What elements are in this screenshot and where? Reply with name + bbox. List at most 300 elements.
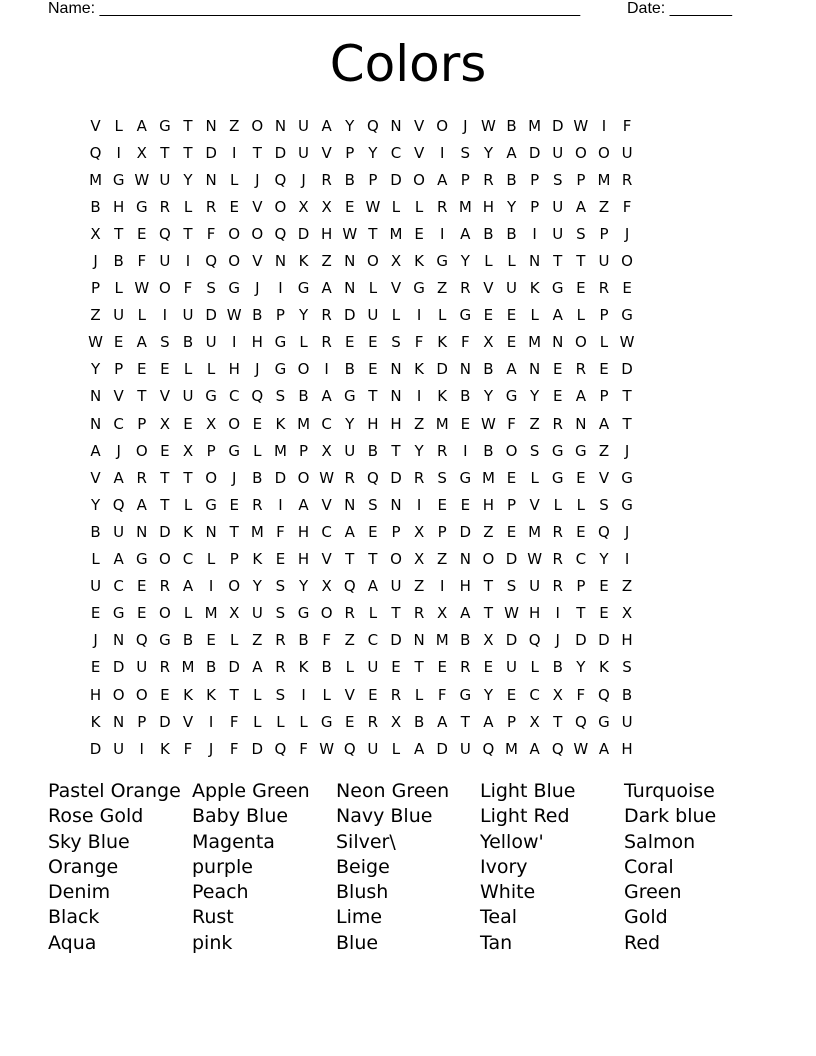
grid-letter: E: [90, 658, 101, 677]
grid-letter: A: [598, 739, 610, 758]
grid-letter: R: [344, 604, 355, 623]
grid-letter: U: [529, 577, 541, 596]
grid-letter: B: [113, 252, 124, 271]
grid-row: [84, 464, 732, 491]
grid-letter: I: [624, 550, 630, 569]
grid-letter: V: [159, 387, 171, 406]
grid-letter: U: [205, 333, 217, 352]
grid-letter: E: [576, 468, 586, 487]
grid-letter: C: [529, 685, 540, 704]
grid-letter: O: [228, 577, 241, 596]
grid-letter: K: [437, 333, 448, 352]
grid-letter: E: [137, 577, 147, 596]
grid-letter: E: [160, 441, 170, 460]
grid-letter: X: [182, 441, 194, 460]
grid-letter: U: [251, 604, 263, 623]
grid-letter: O: [390, 550, 402, 569]
grid-letter: T: [137, 387, 147, 406]
grid-letter: E: [460, 414, 471, 433]
grid-letter: G: [112, 170, 125, 189]
grid-letter: A: [529, 739, 540, 758]
grid-letter: P: [530, 197, 540, 216]
grid-letter: R: [552, 550, 563, 569]
grid-letter: B: [90, 522, 101, 541]
word-list-item: Aqua: [48, 931, 97, 954]
grid-row: [84, 708, 732, 735]
grid-letter: F: [460, 333, 470, 352]
grid-letter: I: [116, 143, 121, 162]
grid-letter: A: [367, 577, 378, 596]
grid-letter: P: [137, 712, 147, 731]
grid-letter: N: [413, 631, 425, 650]
grid-letter: O: [251, 224, 264, 243]
grid-letter: D: [112, 658, 125, 677]
grid-letter: O: [574, 333, 587, 352]
grid-letter: L: [322, 685, 331, 704]
grid-letter: M: [181, 658, 195, 677]
grid-letter: N: [205, 522, 217, 541]
grid-letter: F: [276, 522, 285, 541]
grid-letter: Y: [483, 387, 493, 406]
grid-letter: L: [599, 333, 609, 352]
grid-letter: J: [208, 739, 214, 758]
grid-letter: F: [622, 116, 632, 135]
grid-letter: T: [483, 604, 493, 623]
word-list-item: Salmon: [624, 830, 696, 853]
grid-letter: S: [391, 333, 401, 352]
grid-row: [84, 627, 732, 654]
grid-letter: X: [90, 224, 101, 243]
grid-letter: G: [551, 468, 564, 487]
grid-letter: R: [136, 468, 147, 487]
grid-letter: T: [576, 252, 586, 271]
grid-letter: Z: [598, 197, 610, 216]
word-list-item: Beige: [336, 855, 390, 878]
grid-letter: F: [622, 197, 632, 216]
grid-row: [84, 600, 732, 627]
grid-letter: W: [342, 224, 358, 243]
grid-letter: R: [321, 306, 332, 325]
grid-letter: U: [136, 658, 148, 677]
grid-letter: O: [205, 468, 217, 487]
grid-letter: B: [182, 333, 194, 352]
grid-letter: X: [437, 604, 448, 623]
grid-letter: I: [555, 604, 560, 623]
grid-letter: D: [159, 522, 171, 541]
grid-letter: A: [136, 116, 147, 135]
grid-letter: O: [482, 550, 495, 569]
grid-row: [84, 437, 732, 464]
grid-letter: C: [113, 577, 124, 596]
grid-letter: G: [228, 279, 241, 298]
grid-letter: B: [90, 197, 101, 216]
grid-letter: Y: [252, 577, 262, 596]
grid-letter: T: [622, 387, 632, 406]
grid-letter: D: [621, 360, 633, 379]
grid-letter: O: [413, 170, 425, 189]
grid-letter: I: [185, 252, 191, 271]
grid-letter: L: [183, 604, 193, 623]
word-list-item: Black: [48, 906, 100, 929]
grid-letter: S: [437, 468, 447, 487]
grid-letter: V: [321, 495, 332, 514]
grid-letter: Y: [90, 360, 101, 379]
grid-letter: O: [621, 252, 633, 271]
grid-letter: F: [414, 333, 424, 352]
grid-letter: E: [345, 333, 355, 352]
grid-letter: E: [576, 279, 586, 298]
word-list-item: Blue: [336, 931, 379, 954]
grid-letter: E: [506, 333, 517, 352]
grid-letter: D: [297, 224, 310, 243]
grid-letter: I: [601, 116, 607, 135]
grid-letter: T: [183, 143, 193, 162]
grid-letter: W: [573, 739, 589, 758]
grid-letter: I: [301, 685, 306, 704]
grid-letter: R: [275, 631, 286, 650]
grid-letter: R: [436, 441, 448, 460]
grid-letter: D: [551, 116, 564, 135]
grid-letter: P: [507, 712, 517, 731]
grid-row: [84, 193, 732, 220]
grid-letter: P: [599, 306, 609, 325]
grid-letter: Z: [252, 631, 263, 650]
grid-letter: T: [252, 143, 262, 162]
grid-letter: Y: [576, 658, 586, 677]
grid-letter: D: [205, 143, 217, 162]
grid-letter: N: [89, 414, 102, 433]
grid-row: [84, 681, 732, 708]
grid-letter: S: [599, 495, 609, 514]
grid-letter: F: [229, 712, 239, 731]
grid-letter: U: [552, 197, 564, 216]
grid-letter: G: [436, 252, 448, 271]
grid-row: [84, 735, 732, 762]
grid-letter: E: [90, 604, 101, 623]
grid-letter: K: [183, 685, 193, 704]
grid-letter: U: [598, 252, 610, 271]
grid-letter: H: [482, 495, 495, 514]
grid-letter: H: [228, 360, 240, 379]
grid-letter: I: [278, 279, 283, 298]
grid-letter: I: [324, 360, 329, 379]
grid-letter: I: [231, 143, 237, 162]
grid-letter: L: [299, 712, 308, 731]
grid-letter: O: [366, 252, 379, 271]
grid-letter: E: [599, 604, 609, 623]
grid-letter: S: [552, 170, 563, 189]
grid-letter: Y: [298, 577, 309, 596]
grid-letter: X: [413, 550, 425, 569]
grid-letter: K: [599, 658, 609, 677]
grid-letter: R: [205, 197, 217, 216]
grid-letter: H: [367, 414, 379, 433]
grid-letter: I: [463, 441, 468, 460]
grid-letter: L: [137, 306, 146, 325]
grid-letter: R: [252, 495, 263, 514]
grid-letter: K: [183, 522, 193, 541]
grid-letter: Q: [343, 739, 356, 758]
grid-letter: M: [89, 170, 103, 189]
grid-letter: L: [253, 685, 262, 704]
grid-letter: G: [205, 495, 217, 514]
grid-letter: L: [91, 550, 100, 569]
grid-letter: X: [483, 631, 494, 650]
grid-letter: V: [252, 252, 263, 271]
grid-letter: E: [137, 224, 147, 243]
word-list-item: Rose Gold: [48, 805, 144, 828]
grid-letter: Q: [366, 468, 379, 487]
grid-letter: M: [297, 414, 311, 433]
grid-letter: L: [368, 279, 378, 298]
grid-letter: E: [414, 224, 424, 243]
grid-letter: B: [413, 712, 425, 731]
grid-letter: D: [159, 712, 171, 731]
word-list-item: Navy Blue: [336, 805, 433, 828]
word-list-item: Red: [624, 931, 661, 954]
grid-letter: N: [274, 116, 287, 135]
grid-letter: G: [505, 387, 518, 406]
grid-row: [84, 383, 732, 410]
grid-letter: L: [391, 739, 401, 758]
grid-letter: L: [553, 495, 562, 514]
grid-letter: L: [530, 658, 539, 677]
grid-letter: T: [114, 224, 124, 243]
grid-letter: W: [134, 170, 150, 189]
grid-letter: A: [136, 333, 147, 352]
grid-letter: C: [182, 550, 194, 569]
grid-letter: B: [344, 170, 355, 189]
grid-letter: Q: [598, 522, 610, 541]
grid-letter: R: [436, 197, 448, 216]
word-list-item: Ivory: [480, 855, 528, 878]
grid-row: [84, 410, 732, 437]
grid-letter: G: [598, 712, 610, 731]
grid-letter: O: [158, 604, 171, 623]
grid-letter: Y: [298, 306, 309, 325]
word-list-item: Sky Blue: [48, 830, 130, 853]
grid-letter: O: [228, 224, 241, 243]
grid-letter: V: [90, 116, 101, 135]
grid-letter: E: [345, 712, 355, 731]
grid-letter: X: [621, 604, 633, 623]
grid-row: [84, 247, 732, 274]
grid-letter: Q: [112, 495, 125, 514]
grid-letter: D: [598, 631, 610, 650]
grid-letter: L: [414, 197, 424, 216]
grid-letter: K: [414, 252, 424, 271]
grid-letter: E: [368, 333, 378, 352]
grid-letter: S: [275, 577, 286, 596]
grid-letter: E: [160, 360, 170, 379]
grid-letter: X: [483, 333, 494, 352]
grid-letter: H: [321, 224, 333, 243]
grid-letter: U: [113, 739, 125, 758]
name-field-label[interactable]: Name: ______________________________________________________: [48, 0, 581, 17]
grid-letter: X: [298, 197, 309, 216]
grid-letter: B: [483, 360, 494, 379]
grid-letter: E: [368, 522, 378, 541]
grid-letter: S: [506, 577, 517, 596]
word-list-item: Teal: [480, 906, 517, 929]
grid-letter: N: [529, 252, 541, 271]
grid-letter: G: [135, 550, 148, 569]
grid-letter: A: [437, 170, 448, 189]
grid-letter: T: [460, 712, 470, 731]
grid-letter: U: [459, 739, 471, 758]
grid-letter: F: [299, 739, 308, 758]
grid-letter: H: [528, 604, 541, 623]
grid-letter: N: [459, 360, 471, 379]
grid-letter: J: [231, 468, 237, 487]
grid-letter: B: [321, 658, 332, 677]
grid-letter: Y: [599, 550, 609, 569]
grid-letter: Z: [598, 441, 610, 460]
word-list-item: pink: [192, 931, 233, 954]
grid-letter: N: [89, 387, 102, 406]
grid-letter: U: [113, 522, 125, 541]
grid-letter: B: [298, 631, 309, 650]
grid-row: [84, 573, 732, 600]
grid-letter: M: [273, 441, 287, 460]
grid-letter: S: [460, 143, 471, 162]
grid-letter: R: [575, 360, 587, 379]
grid-letter: E: [229, 197, 239, 216]
grid-letter: A: [575, 387, 586, 406]
grid-letter: R: [598, 279, 610, 298]
grid-letter: D: [390, 631, 402, 650]
grid-letter: P: [368, 170, 378, 189]
word-list-item: Magenta: [192, 830, 275, 853]
grid-letter: L: [438, 306, 447, 325]
grid-letter: A: [298, 495, 309, 514]
grid-letter: A: [136, 495, 147, 514]
grid-letter: N: [274, 252, 287, 271]
grid-letter: Q: [482, 739, 495, 758]
grid-letter: W: [226, 306, 242, 325]
grid-letter: I: [139, 739, 144, 758]
grid-letter: T: [368, 387, 378, 406]
date-field-label[interactable]: Date: _______: [627, 0, 732, 17]
grid-row: [84, 546, 732, 573]
grid-letter: U: [182, 306, 194, 325]
grid-letter: F: [507, 414, 516, 433]
grid-letter: L: [183, 197, 193, 216]
grid-letter: F: [183, 279, 193, 298]
grid-letter: M: [458, 197, 472, 216]
grid-letter: W: [134, 279, 150, 298]
grid-letter: L: [276, 712, 285, 731]
grid-letter: A: [413, 739, 425, 758]
grid-letter: R: [621, 170, 633, 189]
grid-letter: M: [505, 739, 518, 758]
word-list-item: Light Red: [480, 805, 570, 828]
grid-letter: V: [182, 712, 194, 731]
page-title: Colors: [329, 35, 487, 93]
grid-letter: L: [253, 712, 262, 731]
grid-letter: W: [319, 468, 335, 487]
grid-letter: X: [229, 604, 240, 623]
grid-letter: G: [159, 116, 171, 135]
grid-letter: E: [275, 550, 286, 569]
grid-letter: G: [297, 604, 310, 623]
grid-letter: O: [135, 685, 148, 704]
grid-letter: A: [506, 143, 517, 162]
grid-letter: Y: [345, 414, 355, 433]
grid-letter: R: [552, 577, 563, 596]
grid-letter: Q: [528, 631, 541, 650]
grid-letter: Y: [90, 495, 101, 514]
word-list-item: Peach: [192, 881, 249, 904]
grid-letter: Y: [483, 685, 493, 704]
grid-letter: D: [575, 631, 587, 650]
grid-letter: A: [552, 306, 563, 325]
grid-letter: I: [439, 224, 445, 243]
grid-letter: U: [90, 577, 102, 596]
grid-letter: E: [229, 495, 239, 514]
grid-letter: P: [599, 224, 609, 243]
grid-letter: X: [552, 685, 563, 704]
word-list-item: Neon Green: [336, 780, 450, 802]
grid-letter: G: [297, 279, 310, 298]
grid-letter: O: [135, 441, 148, 460]
grid-letter: D: [343, 306, 356, 325]
grid-letter: R: [413, 604, 425, 623]
grid-letter: E: [599, 360, 609, 379]
grid-letter: Z: [437, 550, 448, 569]
grid-letter: A: [113, 468, 124, 487]
grid-letter: R: [321, 170, 332, 189]
grid-letter: L: [206, 550, 216, 569]
grid-letter: N: [575, 414, 587, 433]
word-list-item: Dark blue: [624, 805, 717, 828]
grid-letter: S: [576, 224, 586, 243]
grid-letter: A: [252, 658, 263, 677]
grid-letter: P: [576, 170, 586, 189]
grid-letter: U: [298, 143, 310, 162]
grid-letter: B: [460, 387, 471, 406]
grid-letter: X: [390, 252, 402, 271]
word-list: [48, 779, 778, 956]
grid-letter: I: [416, 495, 422, 514]
word-list-item: Lime: [336, 906, 383, 929]
grid-letter: H: [390, 414, 402, 433]
grid-letter: U: [552, 143, 564, 162]
grid-letter: I: [208, 712, 214, 731]
grid-letter: W: [504, 604, 519, 623]
grid-letter: U: [113, 306, 125, 325]
word-list-item: Pastel Orange: [48, 780, 181, 802]
grid-letter: H: [251, 333, 263, 352]
grid-letter: L: [345, 658, 354, 677]
grid-letter: K: [437, 387, 448, 406]
grid-letter: F: [183, 739, 193, 758]
grid-letter: T: [391, 604, 401, 623]
grid-letter: T: [229, 685, 239, 704]
grid-letter: D: [390, 170, 402, 189]
grid-letter: F: [137, 252, 147, 271]
grid-letter: R: [159, 658, 171, 677]
grid-letter: Z: [90, 306, 101, 325]
grid-letter: Z: [483, 522, 494, 541]
grid-letter: V: [390, 279, 402, 298]
grid-letter: N: [113, 631, 125, 650]
grid-letter: G: [621, 306, 633, 325]
grid-letter: Y: [414, 441, 424, 460]
word-list-item: Blush: [336, 881, 389, 904]
grid-letter: L: [114, 279, 123, 298]
grid-letter: I: [231, 333, 237, 352]
